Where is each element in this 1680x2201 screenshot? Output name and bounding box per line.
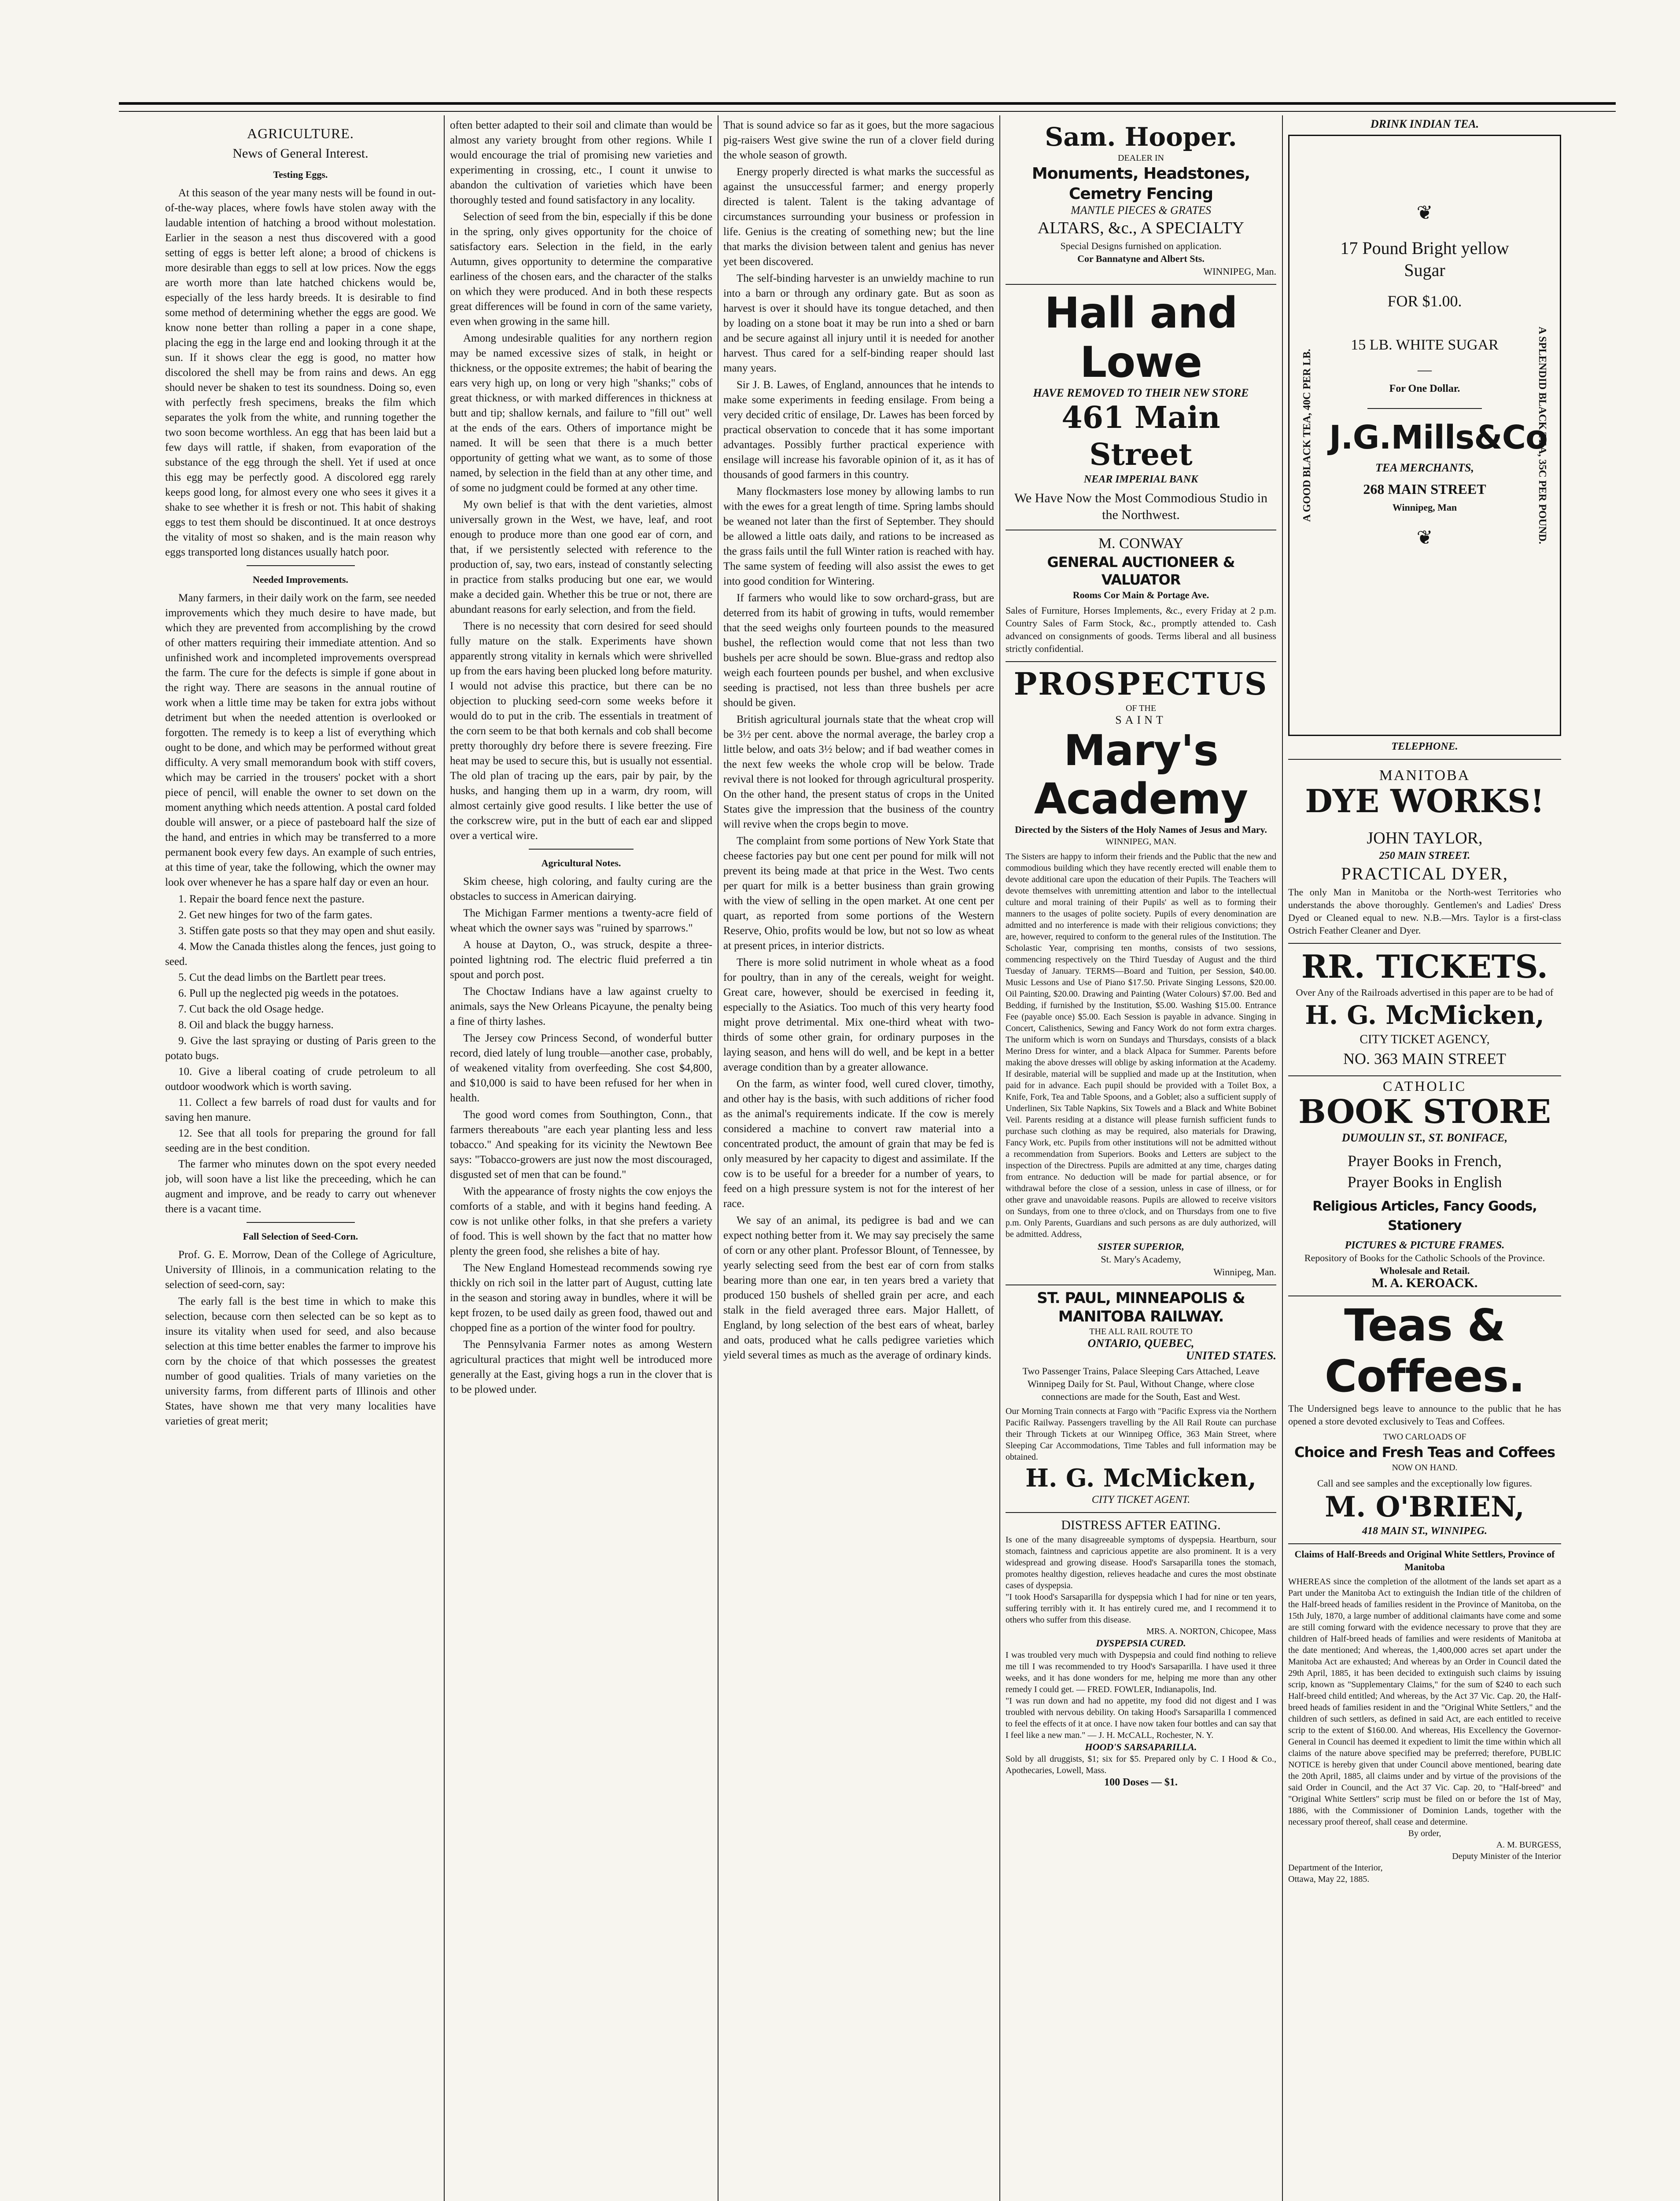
article-text: Among undesirable qualities for any northern region may be named excessive sizes of stalk, in height or thickness, or the opposite extremes; the habit of bearing the ears very high up, on long or very high "shanks;" cobs of great thickness, or with marked differences in thickness at butt and tip; shallow kernals, and failure to "fill out" well at the ends of the ears. Others of importance might be named. It will be seen that there is a much better opportunity of getting what we want, as to some of those named, by selection in the field than at any other time, and of some no judgment could be formed at any other time. [450, 332, 712, 494]
notice-line: Department of the Interior, [1288, 1863, 1383, 1873]
ad-line: JOHN TAYLOR, [1367, 829, 1483, 847]
ad-line: 268 MAIN STREET [1363, 481, 1486, 497]
ad-line: 17 Pound Bright yellow Sugar [1340, 238, 1509, 280]
ad-railway [1006, 1285, 1276, 1513]
ad-title: Sam. Hooper. [1045, 122, 1237, 152]
note-text: The Choctaw Indians have a law against cruelty to animals, says the New Orleans Picayune, the penalty being a fine of thirty lashes. [450, 986, 712, 1027]
ad-line: Special Designs furnished on application. [1060, 240, 1222, 251]
ad-line: H. G. McMicken, [1305, 1000, 1544, 1030]
improvement-list [165, 892, 436, 1156]
list-item: 3. Stiffen gate posts so that they may open and shut easily. [178, 925, 435, 937]
ad-line: PRACTICAL DYER, [1341, 864, 1508, 883]
column-divider [444, 115, 445, 2201]
ad-line: Religious Articles, Fancy Goods, Stationery [1312, 1199, 1537, 1233]
ad-hall-lowe [1006, 285, 1276, 530]
ad-line: St. Mary's Academy, [1101, 1254, 1181, 1265]
article-heading: Needed Improvements. [252, 574, 349, 585]
ad-line: NO. 363 MAIN STREET [1343, 1050, 1506, 1067]
note-text: A house at Dayton, O., was struck, despite a three-pointed lightning rod. The electric fluid preferred a tin spout and porch post. [450, 939, 712, 981]
ad-title: Mary's Academy [1034, 726, 1248, 824]
ad-text: Repository of Books for the Catholic Schools of the Province. [1304, 1252, 1545, 1263]
note-text: Energy properly directed is what marks the successful as against the unsuccessful farmer; and energy properly directed is talent. Talent is the taking advantage of circumstances surrounding your business or profession in life. Genius is the creating of something new; but the line that marks the division between talent and genius has never yet been discovered. [723, 166, 994, 268]
note-text: The Pennsylvania Farmer notes as among Western agricultural practices that might well be introduced more generally at the East, giving hogs a run in the clover that is to be plowed under. [450, 1339, 712, 1395]
ad-text: The only Man in Manitoba or the North-west Territories who understands the above thoroughly. Gentlemen's and Ladies' Dress Dyed or Cleaned equal to new. N.B.—Mrs. Taylor is a first-class Ostrich Feather Cleaner and Dyer. [1288, 887, 1561, 936]
note-text: British agricultural journals state that the wheat crop will be 3½ per cent. above the normal average, the barley crop a little below, and oats 3½ below; and if bad weather comes in the next few weeks the whole crop will be below. Trade revival there is not looked for through agricultural prosperity. On the other hand, the present status of crops in the United States give the impression that the business of the country will revive when the crops begin to move. [723, 714, 994, 830]
ad-text: Sold by all druggists, $1; six for $5. Prepared only by C. I Hood & Co., Apothecaries, Lowell, Mass. [1006, 1754, 1276, 1775]
ornament-icon: ❦ [1416, 527, 1433, 548]
notice-text: WHEREAS since the completion of the allotment of the lands set apart as a Part under the Manitoba Act to extinguish the Indian title of the children of the Half-breed heads of families resident in the Province of Manitoba, on the 15th July, 1870, a large number of additional claimants have come and some are still coming forward with the evidence necessary to prove that they are children of Half-breed heads of families and were residents of Manitoba at the date mentioned; And whereas, the 1,400,000 acres set apart under the Manitoba Act are exhausted; And whereas by an Order in Council dated the 29th April, 1885, it has been decided to extinguish such claims by issuing scrip, known as "Supplementary Claims," for the sum of $240 to each such Half-breed child entitled; And whereas, by the Act 37 Vic. Cap. 20, the Half-breed heads of families resident in and the "Original White Settlers," and the children of such settlers, as defined in said Act, are each entitled to receive scrip to the extent of $160.00. And whereas, His Excellency the Governor-General in Council has deemed it expedient to limit the time within which all claims of the nature above specified may be preferred; therefore, PUBLIC NOTICE is hereby given that under Council above mentioned, bearing date the 20th April, 1885, all claims under and by virtue of the provisions of the said Order in Council, and the Act 37 Vic. Cap. 20, to "Half-breed" and "Original White Settlers" scrip must be filed on or before the 1st of May, 1886, with the Commissioner of Dominion Lands, together with the necessary proof thereof, shall cease and determine. [1288, 1577, 1561, 1827]
list-item: 10. Give a liberal coating of crude petroleum to all outdoor woodwork which is worth saving. [165, 1066, 436, 1093]
ad-text: I was troubled very much with Dyspepsia and could find nothing to relieve me till I was recommended to try Hood's Sarsaparilla. I have used it three weeks, and it has done wonders for me, helping me more than any other remedy I could get. — FRED. FOWLER, Indianapolis, Ind. [1006, 1650, 1276, 1694]
note-text: The self-binding harvester is an unwieldy machine to run into a barn or through any ordinary gate. But as soon as harvest is over it should have its tongue detached, and then by loading on a stone boat it may be run into a shed or barn and be secure against all injury until it is needed for another harvest. Thus cared for a self-binding reaper should last many years. [723, 272, 994, 374]
ad-teas-coffees [1288, 1296, 1561, 1544]
note-text: With the appearance of frosty nights the cow enjoys the comforts of a stable, and with it begins hand feeding. A cow is not unlike other folks, in that she prefers a variety of food. This is well shown by the fact that no matter how plenty the green food, she relishes a bite of hay. [450, 1185, 712, 1257]
article-text: The farmer who minutes down on the spot every needed job, will soon have a list like the preceeding, which he can augment and improve, and be ready to carry out whenever there is a vacant time. [165, 1158, 436, 1215]
ad-line: — [1418, 361, 1432, 377]
ad-title: M. CONWAY [1098, 535, 1184, 552]
ad-line: Rooms Cor Main & Portage Ave. [1072, 589, 1209, 600]
list-item: 8. Oil and black the buggy harness. [178, 1019, 334, 1031]
ad-line: TEA MERCHANTS, [1375, 461, 1474, 474]
note-text: Many flockmasters lose money by allowing lambs to run with the ewes for a great length of time. Spring lambs should be weaned not later than the first of September. They should be allowed a little oats daily, and rations to be increased as the grass fails until the full Winter ration is reached with hay. The same system of feeding will also assist the ewes to get into good condition for Wintering. [723, 486, 994, 587]
ad-rr-tickets [1288, 944, 1561, 1076]
notice-title: Claims of Half-Breeds and Original White Settlers, Province of Manitoba [1294, 1549, 1555, 1572]
divider [1288, 759, 1561, 760]
ad-line: For One Dollar. [1389, 383, 1460, 394]
ad-line: 250 MAIN STREET. [1379, 850, 1470, 861]
note-text: The complaint from some portions of New York State that cheese factories pay but one cent per pound for milk will not prevent its being made at that price in the West. Two cents per quart for milk is a better business than grain growing with the view of selling in the open market. At one cent per quart, as reported from some portions of the Western Reserve, Ohio, profits would be low, but not so low as wheat at present prices, in interior districts. [723, 835, 994, 952]
ad-text: Is one of the many disagreeable symptoms of dyspepsia. Heartburn, sour stomach, faintness and capricious appetite are also prominent. It is a very widespread and growing disease. Hood's Sarsaparilla tones the stomach, promotes healthy digestion, relieves headache and cures the most obstinate cases of dyspepsia. [1006, 1535, 1276, 1590]
ad-line: Winnipeg, Man [1392, 502, 1457, 513]
ad-line: MANTLE PIECES & GRATES [1071, 204, 1211, 217]
divider [247, 1222, 355, 1223]
note-text: The New England Homestead recommends sowing rye thickly on rich soil in the latter part of August, cutting late in the season and storing away in bundles, where it will be kept frozen, to be used daily as green food, thawed out and chopped fine as a portion of the winter food for poultry. [450, 1262, 712, 1334]
ad-title: Hall and Lowe [1044, 288, 1238, 387]
ad-line: DYSPEPSIA CURED. [1096, 1638, 1186, 1649]
ad-line: UNITED STATES. [1186, 1349, 1276, 1362]
ad-line: NOW ON HAND. [1392, 1463, 1458, 1472]
ad-text: Call and see samples and the exceptionally low figures. [1317, 1478, 1533, 1489]
news-title: News of General Interest. [232, 146, 368, 161]
ad-text: Two Passenger Trains, Palace Sleeping Cars Attached, Leave Winnipeg Daily for St. Paul, Without Change, where close connections are made for the South, East and West. [1022, 1366, 1260, 1402]
note-text: On the farm, as winter food, well cured clover, timothy, and other hay is the basis, with such additions of richer food as the animal's requirements indicate. If the cow is merely considered a machine to convert raw material into a concentrated product, the amount of grain that may be fed is only measured by her capacity to digest and assimilate. If the cow is to be useful for a breeder for a number of years, to feed on a high pressure system is not for the interest of her race. [723, 1078, 994, 1210]
article-text: Many farmers, in their daily work on the farm, see needed improvements which they much desire to have made, but which they are prevented from accomplishing by the crowd of other matters requiring their immediate attention. And so unfinished work and incompleted improvements overspread the farm. The cure for the defects is simple if gone about in the right way. There are seasons in the annual routine of work when a little time may be taken for extra jobs without detriment but when the needed attention is overlooked or forgotten. The remedy is to keep a list of everything which ought to be done, and which may be performed without great difficulty. A very small memorandum book with stiff covers, which may be carried in the trousers' pocket with a short piece of pencil, will enable the owner to set down on the moment anything which needs attention. A postal card folded double will answer, or a piece of pasteboard half the size of the hand, and entries in which may be transferred to a more permanent book every few days. An example of such entries, at this time of year, take the following, which the owner may look over whenever he has a spare half day or even an hour. [165, 592, 436, 888]
column-divider [1282, 115, 1283, 2201]
column-agriculture [165, 118, 436, 2201]
list-item: 5. Cut the dead limbs on the Bartlett pear trees. [178, 972, 386, 983]
ad-title: PROSPECTUS [1013, 666, 1268, 702]
notice-line: By order, [1408, 1829, 1441, 1838]
ad-line: Monuments, Headstones, Cemetry Fencing [1032, 165, 1250, 203]
ad-line: Prayer Books in French, [1348, 1152, 1502, 1170]
note-text: If farmers who would like to sow orchard-grass, but are deterred from its habit of growing in tufts, would remember that the seed weighs only fourteen pounds to the measured bushel, the reflection would come that not less than two bushels per acre should be sown. Blue-grass and redtop also weigh each fourteen pounds per bushel, and when exclusive seeding is practised, not less than three bushels per acre should be given. [723, 592, 994, 709]
notice-line: Ottawa, May 22, 1885. [1288, 1874, 1370, 1884]
ad-line: Cor Bannatyne and Albert Sts. [1077, 253, 1205, 264]
ad-line: GENERAL AUCTIONEER & VALUATOR [1047, 554, 1235, 588]
list-item: 4. Mow the Canada thistles along the fences, just going to seed. [165, 941, 436, 968]
top-rule [119, 102, 1616, 105]
ornament-icon: ❦ [1416, 202, 1433, 224]
list-item: 1. Repair the board fence next the pasture. [178, 893, 365, 905]
ad-hoods-sarsaparilla [1006, 1513, 1276, 1795]
ad-line: WINNIPEG, MAN. [1105, 837, 1176, 847]
notice-half-breed-claims [1288, 1544, 1561, 1891]
ad-text: The Sisters are happy to inform their friends and the Public that the new and commodious building which they have recently erected will enable them to devote additional care upon the education of their Pupils. The Teachers will devote themselves with unremitting attention and labor to the intellectual culture and moral training of their Pupils' as well as to forming their manners to the usages of polite society. Pupils of every denomination are admitted and no interference is made with their religious convictions; they are, however, required to conform to the general rules of the Institution. The Scholastic Year, comprising ten months, consists of two sessions, commencing respectively on the Third Tuesday of August and the third Tuesday of January. TERMS—Board and Tuition, per Session, $40.00. Music Lessons and Use of Piano $17.50. Private Singing Lessons, $20.00. Oil Painting, $20.00. Drawing and Painting (Water Colours) $7.00. Bed and Bedding, if furnished by the Institution, $5.00. Washing $15.00. Entrance Fee (payable once) $5.00. Each Session is payable in advance. Singing in Concert, Calisthenics, Sewing and Fancy Work do not form extra charges. The uniform which is worn on Sundays and Thursdays, consists of a black Merino Dress for winter, and a black Alpaca for Summer. Parents before making the above dresses will oblige by asking information at the Academy. If desirable, material will be supplied and made up at the Institution, when paid for in advance. Each pupil should be provided with a Toilet Box, a Knife, Fork, Tea and Table Spoons, and a Goblet; also a sufficient supply of Underlinen, Six Table Napkins, Six Towels and a Black and White Bobinet Veil. Parents residing at a distance will please furnish sufficient funds to purchase such clothing as may be required, also materials for Drawing, Fancy Work, etc. Pupils from other institutions will not be admitted without a recommendation from Superiors. Books and Letters are subject to the inspection of the Directress. Pupils are admitted at any time, charges dating from entrance. No deduction will be made for partial absence, or for withdrawal before the close of a session, unless in case of illness, or for other grave and unavoidable reasons. Pupils are allowed to receive visitors on Sundays, from one to three o'clock, and on Thursdays from one to five p.m. Only Parents, Guardians and such persons as are duly authorized, will be admitted. Address, [1006, 852, 1276, 1239]
column-divider [999, 115, 1000, 2201]
ad-title: BOOK STORE [1298, 1093, 1551, 1131]
ad-line: PICTURES & PICTURE FRAMES. [1345, 1240, 1505, 1251]
ad-line: HAVE REMOVED TO THEIR NEW STORE [1033, 386, 1249, 399]
ad-line: M. O'BRIEN, [1325, 1491, 1525, 1524]
ad-line: FOR $1.00. [1387, 292, 1462, 310]
ad-title: DISTRESS AFTER EATING. [1061, 1518, 1221, 1532]
ad-text: "I took Hood's Sarsaparilla for dyspepsia which I had for nine or ten years, suffering terribly with it. It has entirely cured me, and I recommend it to others who suffer from this disease. [1006, 1592, 1276, 1625]
note-text: We say of an animal, its pedigree is bad and we can expect nothing better from it. We may say precisely the same of corn or any other plant. Professor Blount, of Tennessee, by yearly selecting seed from the best ear of corn from stalks bearing more than one ear, in ten years bred a variety that produced 150 bushels of shelled grain per acre, and each stalk in the field averaged three ears. Major Hallett, of England, by long selection of the best ears of wheat, barley and oats, produced what he calls pedigree varieties which yield several times as much as the average of ordinary kinds. [723, 1215, 994, 1361]
ad-title: ST. PAUL, MINNEAPOLIS & MANITOBA RAILWAY. [1037, 1289, 1245, 1325]
article-text: My own belief is that with the dent varieties, almost universally grown in the West, we have, leaf, and root enough to produce more than one good ear of corn, and that, if we persistently selected with reference to the production of, say, two ears, instead of constantly selecting in practice from stalks producing but one ear, we would make a decided gain. Whether this be true or not, there are abundant reasons for early selection, and from the field. [450, 499, 712, 615]
ad-line: Prayer Books in English [1347, 1173, 1502, 1191]
article-text: The early fall is the best time in which to make this selection, because corn then selected can be so kept as to insure its vitality when used for seed, and also because selection at this time better enables the farmer to improve his corn by the choice of that which possesses the greatest number of good qualities. Trials of many varieties on the university farms, from different parts of Illinois and other States, have shown me that very many localities have varieties of great merit; [165, 1296, 436, 1427]
note-text: That is sound advice so far as it goes, but the more sagacious pig-raisers West give swine the run of a clover field during the whole season of growth. [723, 119, 994, 161]
list-item: 6. Pull up the neglected pig weeds in the potatoes. [178, 987, 399, 999]
ad-title: Teas & Coffees. [1324, 1299, 1525, 1402]
list-item: 12. See that all tools for preparing the ground for fall seeding are in the best condition. [165, 1127, 436, 1154]
ad-text: The Undersigned begs leave to announce to the public that he has opened a store devoted exclusively to Teas and Coffees. [1288, 1403, 1561, 1427]
ad-title: DYE WORKS! [1305, 782, 1544, 820]
article-text: Selection of seed from the bin, especially if this be done in the spring, only gives opportunity for the choice of satisfactory ears. Selection in the field, in the early Autumn, gives opportunity to determine the comparative earliness of the chosen ears, and the character of the stalks on which they were produced. And in both these respects great differences will be found in corn of the same variety, even when growing in the same hill. [450, 211, 712, 328]
article-text: At this season of the year many nests will be found in out-of-the-way places, where fowls have stolen away with the laudable intention of hatching a brood without molestation. Earlier in the season a nest thus discovered with a good setting of eggs is better left alone; a brood of chickens is more desirable than eggs to sell at low prices. Now the eggs are worth more than late hatched chickens would be, especially of the less hardy breeds. It is desirable to find some method of determining whether the eggs are good. We know none better than rolling a paper in a cone shape, placing the egg in the large end and looking through it at the sun. If it shows clear the egg is good, no matter how discolored the shell may be from rains and dews. An egg should never be shaken to test its soundness. Doing so, even with perfectly fresh specimens, breaks the film which separates the yolk from the white, and running together the two soon become worthless. An egg that has been laid but a few days will rattle, if shaken, from evaporation of the substance of the egg through the shell. Yet if used at once this egg may be perfectly good. A discolored egg rarely keeps good long, for almost every one who sees it gives it a shake to see whether it is fresh or not. This habit of shaking eggs to test them should be discontinued. It at once destroys the vitality of most so shaken, and is the main reason why eggs transported long distances usually hatch poor. [165, 187, 436, 558]
note-text: There is more solid nutriment in whole wheat as a food for poultry, than in any of the cereals, weight for weight. Great care, however, should be exercised in feeding it, especially to the Asiatics. Too much of this very hearty food might prove detrimental. Mix one-third wheat with two-thirds of some other grain, for ordinary purposes in the laying season, and hens will do well, and be kept in a better average condition than by a greater allowance. [723, 957, 994, 1073]
article-heading: Testing Eggs. [273, 169, 328, 180]
list-item: 7. Cut back the old Osage hedge. [178, 1003, 324, 1015]
top-rule-thin [119, 111, 1616, 112]
tea-side-right: A SPLENDID BLACK TEA, 35C PER POUND. [1536, 326, 1548, 545]
list-item: 9. Give the last spraying or dusting of Paris green to the potato bugs. [165, 1035, 436, 1062]
tea-side-left: A GOOD BLACK TEA, 40C PER LB. [1301, 349, 1313, 522]
note-text: Sir J. B. Lawes, of England, announces that he intends to make some experiments in feeding ensilage. From being a very decided critic of ensilage, Dr. Lawes has been forced by practical observation to concede that it has some important advantages. Possibly further practical experience with ensilage will increase his favorable opinion of it, as it has of thousands of good farmers in this country. [723, 379, 994, 481]
ad-line: Wholesale and Retail. [1379, 1265, 1470, 1276]
ad-text: Over Any of the Railroads advertised in this paper are to be had of [1296, 987, 1554, 998]
note-text: The good word comes from Southington, Conn., that farmers thereabouts "are each year planting less and less tobacco." And speaking for its vicinity the Newtown Bee says: "Tobacco-growers are just now the most discouraged, disgusted set of men that can be found." [450, 1109, 712, 1181]
ad-line: M. A. KEROACK. [1371, 1276, 1478, 1290]
divider [529, 849, 634, 850]
ad-line: DEALER IN [1118, 153, 1164, 163]
ad-line: Directed by the Sisters of the Holy Names of Jesus and Mary. [1015, 824, 1267, 835]
ad-line: We Have Now the Most Commodious Studio in the Northwest. [1014, 491, 1268, 522]
ad-line: SAINT [1115, 714, 1167, 726]
ad-line: WINNIPEG, Man. [1203, 266, 1276, 277]
tea-header: DRINK INDIAN TEA. [1370, 118, 1479, 130]
ad-book-store [1288, 1076, 1561, 1296]
article-heading: Agricultural Notes. [541, 858, 621, 869]
list-item: 2. Get new hinges for two of the farm gates. [178, 909, 372, 921]
ad-line: SISTER SUPERIOR, [1098, 1241, 1184, 1252]
article-text: Prof. G. E. Morrow, Dean of the College of Agriculture, University of Illinois, in a communication relating to the selection of seed-corn, say: [165, 1249, 436, 1291]
ad-line: ALTARS, &c., A SPECIALTY [1037, 219, 1245, 237]
ad-title: J.G.Mills&Co [1329, 419, 1547, 456]
ad-line: MRS. A. NORTON, Chicopee, Mass [1146, 1627, 1276, 1636]
article-heading: Fall Selection of Seed-Corn. [243, 1231, 358, 1242]
ad-line: 15 LB. WHITE SUGAR [1351, 337, 1499, 353]
notice-line: Deputy Minister of the Interior [1452, 1851, 1561, 1861]
note-text: Skim cheese, high coloring, and faulty curing are the obstacles to success in American dairying. [450, 876, 712, 902]
divider [247, 565, 355, 566]
note-text: The Michigan Farmer mentions a twenty-acre field of wheat which the owner says was "ruined by sparrows." [450, 907, 712, 934]
ad-line: Winnipeg, Man. [1213, 1266, 1276, 1277]
ad-text: Sales of Furniture, Horses Implements, &c., every Friday at 2 p.m. Country Sales of Farm Stock, &c., promptly attended to. Cash advanced on consignments of goods. Terms liberal and all business strictly confidential. [1006, 605, 1276, 654]
ad-title: RR. TICKETS. [1301, 948, 1548, 985]
article-text: often better adapted to their soil and climate than would be almost any variety brought from other regions. While I would encourage the trial of promising new varieties and experimenting in crossing, etc., I count it unwise to abandon the cultivation of varieties which have been thoroughly tested and found satisfactory in any locality. [450, 119, 712, 206]
divider [1367, 408, 1482, 409]
ad-line: CATHOLIC [1382, 1078, 1467, 1094]
ad-line: 100 Doses — $1. [1104, 1777, 1178, 1788]
ad-mills-tea [1288, 135, 1561, 736]
ad-line: CITY TICKET AGENCY, [1359, 1033, 1490, 1046]
ad-line: ONTARIO, QUEBEC, [1087, 1337, 1194, 1350]
telephone-label: TELEPHONE. [1391, 741, 1458, 752]
ad-dye-works [1288, 766, 1561, 944]
notice-line: A. M. BURGESS, [1496, 1840, 1561, 1850]
ad-conway [1006, 530, 1276, 662]
ad-text: Our Morning Train connects at Fargo with "Pacific Express via the Northern Pacific Railway. Passengers travelling by the All Rail Route can purchase their Through Tickets at our Winnipeg Office, 363 Main Street, where Sleeping Car Accommodations, Time Tables and full information may be obtained. [1006, 1406, 1276, 1462]
ad-line: OF THE [1125, 703, 1157, 713]
ad-hooper [1006, 118, 1276, 285]
ad-marys-academy [1006, 662, 1276, 1285]
note-text: The Jersey cow Princess Second, of wonderful butter record, died lately of lung trouble—another case, probably, of weakened vitality from overfeeding. She cost $4,800, and $10,000 is said to have been refused for her when in health. [450, 1032, 712, 1104]
list-item: 11. Collect a few barrels of road dust for vaults and for saving hen manure. [165, 1097, 436, 1123]
column-advertisements-b [1288, 118, 1561, 2201]
column-advertisements-a [1006, 118, 1276, 2201]
column-seed-corn [450, 118, 712, 2201]
ad-line: TWO CARLOADS OF [1383, 1432, 1466, 1442]
ad-line: NEAR IMPERIAL BANK [1083, 474, 1198, 485]
ad-line: THE ALL RAIL ROUTE TO [1089, 1327, 1193, 1336]
ad-line: CITY TICKET AGENT. [1091, 1494, 1190, 1505]
ad-line: HOOD'S SARSAPARILLA. [1085, 1741, 1197, 1752]
ad-line: 418 MAIN ST., WINNIPEG. [1362, 1525, 1488, 1537]
article-text: There is no necessity that corn desired for seed should fully mature on the stalk. Experiments have shown apparently strong vitality in kernals which were shrivelled up from the ears having been plucked long before maturity. I would not advise this practice, but there can be no objection to plucking seed-corn some weeks before it would do to put in the crib. The essentials in treatment of the corn seem to be that both kernals and cob shall become pretty thoroughly dry before there is severe freezing. Fire heat may be used to secure this, but is usually not essential. The old plan of tracing up the ears, pair by pair, by the husks, and hanging them up in a warm, dry room, will almost certainly give good results. I like better the use of the corkscrew wire, put in the butt of each ear and slipped over a vertical wire. [450, 620, 712, 842]
ad-line: DUMOULIN ST., ST. BONIFACE, [1341, 1131, 1508, 1144]
column-notes-continued [723, 118, 994, 2201]
ad-title: H. G. McMicken, [1025, 1464, 1256, 1493]
ad-line: 461 Main Street [1061, 400, 1220, 472]
section-title: AGRICULTURE. [247, 125, 354, 141]
ad-line: MANITOBA [1379, 767, 1470, 784]
ad-text: "I was run down and had no appetite, my food did not digest and I was troubled with nervous debility. On taking Hood's Sarsaparilla I commenced to feel the effects of it at once. I have now taken four bottles and can say that I feel like a new man." — J. H. McCALL, Rochester, N. Y. [1006, 1696, 1276, 1740]
ad-line: Choice and Fresh Teas and Coffees [1294, 1444, 1555, 1461]
